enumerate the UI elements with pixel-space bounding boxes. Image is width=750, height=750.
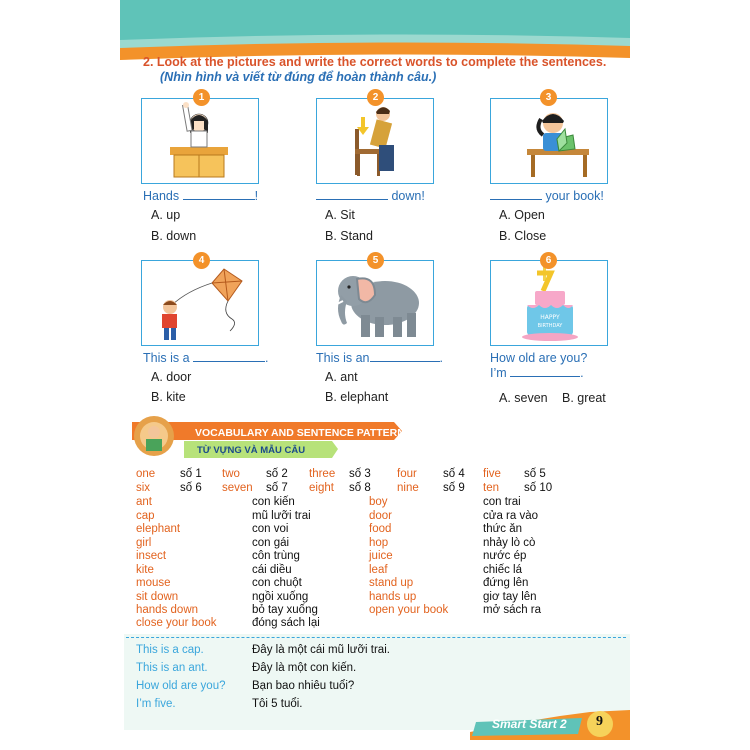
answer-blank-1[interactable] <box>183 189 255 200</box>
picture-card-1 <box>141 98 259 184</box>
vocab-meaning: cửa ra vào <box>483 510 539 522</box>
vocab-meaning: ngồi xuống <box>252 591 309 603</box>
answer-blank-4[interactable] <box>193 351 265 362</box>
svg-text:BIRTHDAY: BIRTHDAY <box>537 323 563 329</box>
pattern-english: I’m five. <box>136 698 176 710</box>
answer-blank-2[interactable] <box>316 189 388 200</box>
option-6b[interactable]: B. great <box>562 391 606 405</box>
option-4b[interactable]: B. kite <box>151 390 186 404</box>
exercise-subtitle: (Nhìn hình và viết từ đúng để hoàn thành câu.) <box>160 70 437 84</box>
sentence-6 <box>490 366 584 380</box>
vocab-meaning: nhảy lò cò <box>483 537 536 549</box>
pattern-english: How old are you? <box>136 680 226 692</box>
picture-card-4 <box>141 260 259 346</box>
vocab-subtitle: TỪ VỰNG VÀ MẪU CÂU <box>197 445 306 456</box>
number-meaning: số 10 <box>524 482 553 494</box>
sentence-6-suffix: . <box>580 366 584 380</box>
number-word: eight <box>309 482 334 494</box>
answer-blank-5[interactable] <box>370 351 440 362</box>
picture-card-2 <box>316 98 434 184</box>
number-word: ten <box>483 482 499 494</box>
number-meaning: số 1 <box>180 468 202 480</box>
vocab-word: door <box>369 510 393 522</box>
item-number-badge: 3 <box>540 89 557 106</box>
page-number: 9 <box>596 714 603 729</box>
vocab-meaning: con kiến <box>252 496 295 508</box>
picture-card-6 <box>490 260 608 346</box>
vocab-word: open your book <box>369 604 449 616</box>
boy-flying-kite-illustration <box>142 261 257 344</box>
number-meaning: số 6 <box>180 482 202 494</box>
picture-card-3 <box>490 98 608 184</box>
sentence-4-suffix: . <box>265 351 269 365</box>
answer-blank-3[interactable] <box>490 189 542 200</box>
number-word: one <box>136 468 156 480</box>
picture-card-5 <box>316 260 434 346</box>
pattern-english: This is an ant. <box>136 662 208 674</box>
vocab-meaning: mở sách ra <box>483 604 542 616</box>
exercise-title: 2. Look at the pictures and write the correct words to complete the sentences. <box>143 55 607 69</box>
vocab-word: ant <box>136 496 152 508</box>
vocab-word: kite <box>136 564 154 576</box>
vocab-word: elephant <box>136 523 181 535</box>
vocab-word: juice <box>369 550 393 562</box>
vocab-meaning: thức ăn <box>483 523 523 535</box>
option-1a[interactable]: A. up <box>151 208 181 222</box>
vocab-meaning: côn trùng <box>252 550 300 562</box>
number-meaning: số 9 <box>443 482 465 494</box>
vocab-word: hands down <box>136 604 199 616</box>
vocab-word: girl <box>136 537 152 549</box>
vocab-title: VOCABULARY AND SENTENCE PATTERNS <box>195 427 412 439</box>
number-word: five <box>483 468 501 480</box>
sentence-3 <box>490 189 604 203</box>
number-meaning: số 7 <box>266 482 288 494</box>
vocab-meaning: cái diều <box>252 564 292 576</box>
number-meaning: số 2 <box>266 468 288 480</box>
sentence-5-suffix: . <box>439 351 443 365</box>
sentence-4 <box>143 351 269 365</box>
sentence-1-prefix: Hands <box>143 189 183 203</box>
girl-closing-book-illustration <box>491 99 606 182</box>
number-word: seven <box>222 482 253 494</box>
option-5a[interactable]: A. ant <box>325 370 358 384</box>
sentence-6-line2: I’m <box>490 366 511 380</box>
option-2a[interactable]: A. Sit <box>325 208 355 222</box>
item-number-badge: 1 <box>193 89 210 106</box>
sentence-1 <box>143 189 258 203</box>
vocab-meaning: đứng lên <box>483 577 529 589</box>
birthday-cake-illustration <box>491 261 606 344</box>
item-number-badge: 5 <box>367 252 384 269</box>
number-meaning: số 4 <box>443 468 465 480</box>
boy-sitting-down-illustration <box>317 99 432 182</box>
item-number-badge: 6 <box>540 252 557 269</box>
number-meaning: số 5 <box>524 468 546 480</box>
sentence-4-prefix: This is a <box>143 351 194 365</box>
vocab-word: hop <box>369 537 389 549</box>
sentence-5-prefix: This is an <box>316 351 370 365</box>
vocab-meaning: con voi <box>252 523 289 535</box>
vocab-meaning: chiếc lá <box>483 564 522 576</box>
item-number-badge: 2 <box>367 89 384 106</box>
vocab-word: mouse <box>136 577 171 589</box>
vocab-word: boy <box>369 496 388 508</box>
vocab-meaning: đóng sách lại <box>252 617 320 629</box>
vocab-word: stand up <box>369 577 414 589</box>
vocab-word: food <box>369 523 392 535</box>
vocab-word: sit down <box>136 591 179 603</box>
option-3a[interactable]: A. Open <box>499 208 545 222</box>
sentence-2 <box>316 189 425 203</box>
option-4a[interactable]: A. door <box>151 370 192 384</box>
option-1b[interactable]: B. down <box>151 229 197 243</box>
number-meaning: số 3 <box>349 468 371 480</box>
number-word: four <box>397 468 417 480</box>
girl-raising-hand-illustration <box>142 99 257 182</box>
sentence-6-question: How old are you? <box>490 351 588 365</box>
option-6a[interactable]: A. seven <box>499 391 548 405</box>
svg-text:HAPPY: HAPPY <box>540 314 560 321</box>
pattern-vietnamese: Tôi 5 tuổi. <box>252 698 303 710</box>
item-number-badge: 4 <box>193 252 210 269</box>
option-5b[interactable]: B. elephant <box>325 390 389 404</box>
dashed-divider <box>126 637 626 638</box>
vocab-meaning: giơ tay lên <box>483 591 537 603</box>
vocab-word: cap <box>136 510 155 522</box>
elephant-illustration <box>317 261 432 344</box>
answer-blank-6[interactable] <box>510 366 580 377</box>
sentence-3-suffix: your book! <box>542 189 604 203</box>
number-word: nine <box>397 482 419 494</box>
number-word: two <box>222 468 240 480</box>
pattern-vietnamese: Bạn bao nhiêu tuổi? <box>252 680 355 692</box>
sentence-1-suffix: ! <box>254 189 259 203</box>
number-word: six <box>136 482 151 494</box>
pattern-vietnamese: Đây là một con kiến. <box>252 662 357 674</box>
vocab-meaning: con trai <box>483 496 521 508</box>
vocab-word: leaf <box>369 564 388 576</box>
option-2b[interactable]: B. Stand <box>325 229 373 243</box>
header-band <box>120 0 630 60</box>
number-word: three <box>309 468 336 480</box>
vocab-word: hands up <box>369 591 417 603</box>
sentence-5 <box>316 351 443 365</box>
vocab-meaning: nước ép <box>483 550 527 562</box>
footer-book-title: Smart Start 2 <box>492 717 567 731</box>
option-3b[interactable]: B. Close <box>499 229 547 243</box>
vocab-word: close your book <box>136 617 217 629</box>
vocab-word: insect <box>136 550 167 562</box>
number-meaning: số 8 <box>349 482 371 494</box>
vocab-meaning: bỏ tay xuống <box>252 604 318 616</box>
sentence-2-suffix: down! <box>388 189 425 203</box>
pattern-vietnamese: Đây là một cái mũ lưỡi trai. <box>252 644 390 656</box>
pattern-english: This is a cap. <box>136 644 204 656</box>
vocab-meaning: con gái <box>252 537 290 549</box>
vocab-meaning: con chuột <box>252 577 302 589</box>
vocab-meaning: mũ lưỡi trai <box>252 510 311 522</box>
